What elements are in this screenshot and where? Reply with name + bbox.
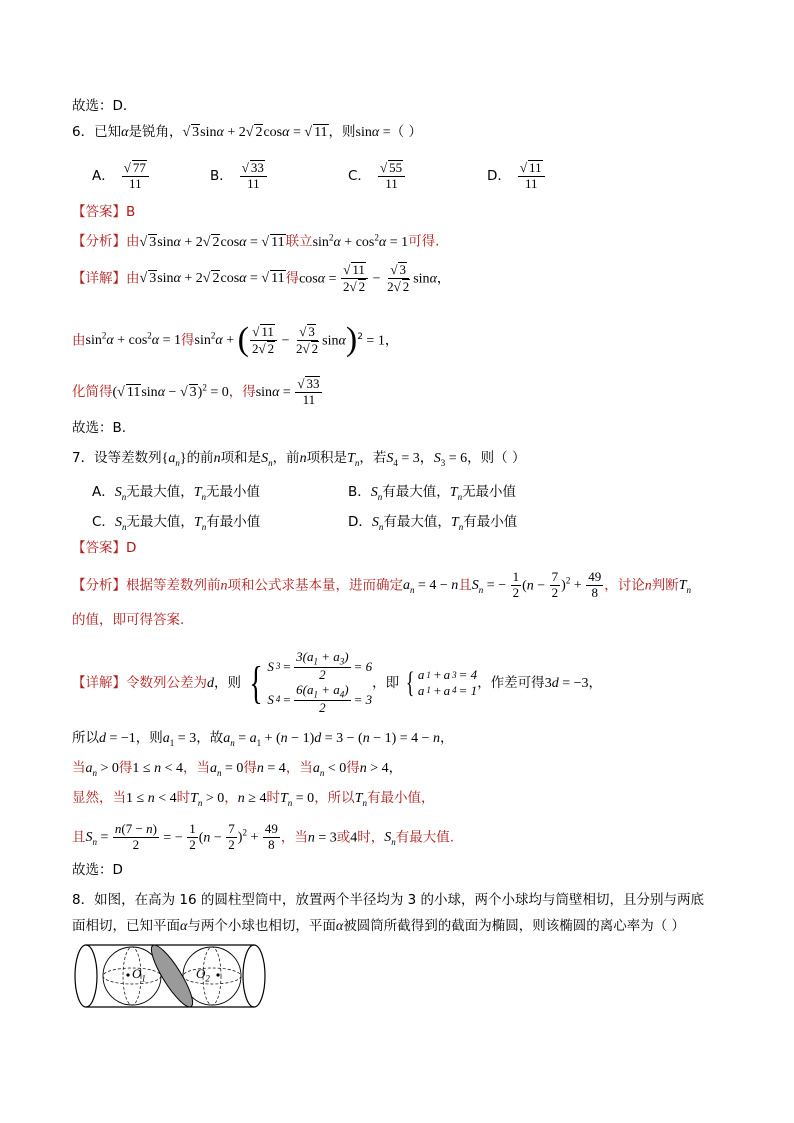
q7-conclusion: 故选：D — [72, 862, 123, 878]
q5-conclusion: 故选：D． — [72, 98, 137, 114]
q7-analysis-2: 的值，即可得答案. — [72, 612, 185, 628]
cylinder-diagram — [72, 942, 274, 1010]
q7-option-b: B．$S_n$有最大值，$T_n$无最小值 — [348, 484, 517, 502]
q7-detail-5: 且$S_n$ = $\frac{n(7 - n)}{2}$ = − $\frac{1}{2}$ (n − $\frac{7}{2}$ )$^2$ + $\frac{49}{8}$ ，当n = 3或4时，$S_n$有最大值. — [72, 821, 455, 852]
q7-analysis-1: 【分析】根据等差数列前n项和公式求基本量，进而确定$a_n = 4 - n$且$S_n$ = − $\frac{1}{2}$ (n − $\frac{7}{2}$ )$^2$ + $\frac{49}{8}$ ，讨论n判断$T_n$ — [72, 569, 692, 600]
q6-option-c: C． $\frac{√ 55}{11}$ — [348, 160, 406, 192]
cylinder-left-end — [75, 945, 97, 1007]
q6-detail-1: 【详解】由√ 3sinα + 2√ 2cosα = √ 11得cosα = $\frac{√ 11}{2√ 2}$ − $\frac{√ 3}{2√ 2}$ sinα， — [72, 262, 451, 294]
q6-detail-3: 化简得(√ 11sinα − √ 3)$^2$ = 0，得sinα = $\frac{√ 33}{11}$ — [72, 376, 323, 408]
q6-option-d: D． $\frac{√ 11}{11}$ — [487, 160, 546, 192]
q8-stem-2: 面相切，已知平面α与两个小球也相切，平面α被圆筒所截得到的截面为椭圆，则该椭圆的离心率为（ ） — [72, 918, 686, 934]
q8-stem-1: 8．如图，在高为 16 的圆柱型筒中，放置两个半径均为 3 的小球，两个小球均与筒壁相切，且分别与两底 — [72, 892, 705, 908]
elliptical-section — [145, 942, 198, 1010]
q6-detail-2: 由$\sin^2\alpha + \cos^2\alpha = 1$得$\sin^2\alpha$ + ( $\frac{√ 11}{2√ 2}$ − $\frac{√ 3}{2√ 2}$ sinα)$^2$ = 1， — [72, 321, 399, 358]
q7-answer: 【答案】D — [72, 540, 137, 556]
q7-stem: 7．设等差数列$\{a_n\}$的前n项和是$S_n$，前n项积是$T_n$，若$S_4 = 3$，$S_3 = 6$，则（ ） — [72, 450, 526, 468]
q6-conclusion: 故选：B. — [72, 420, 127, 436]
q7-detail-2: 所以d = −1，则$a_1 = 3$，故$a_n = a_1 + (n - 1)d = 3 - (n - 1) = 4 - n$， — [72, 730, 454, 748]
label-o2: $O_2$ — [196, 966, 210, 984]
cylinder-figure — [72, 942, 274, 1010]
center-o2-dot — [216, 973, 219, 976]
q6-option-a: A． $\frac{√ 77}{11}$ — [92, 160, 150, 192]
cylinder-right-end — [243, 945, 265, 1007]
q7-option-c: C．$S_n$无最大值，$T_n$有最小值 — [92, 514, 261, 532]
q7-system-1: { S 3 = $\frac{3(a_1 + a_3)}{2}$ = 6 S 4 = $\frac{6(a_1 + a_4)}{2}$ = 3 — [249, 649, 373, 715]
q7-system-2: { a 1 + a 3 = 4 a 1 + a 4 = 1 — [406, 665, 478, 699]
q7-detail-4: 显然，当1 ≤ n < 4时$T_n > 0$，n ≥ 4时$T_n = 0$，所以$T_n$有最小值， — [72, 790, 435, 808]
q6-stem: 6．已知α是锐角，√ 3sinα + 2√ 2cosα = √ 11，则sinα =（ ） — [72, 124, 422, 140]
q6-condition: √ 3sinα + 2√ 2cosα = √ 11 — [182, 125, 328, 140]
q7-option-a: A．$S_n$无最大值，$T_n$无最小值 — [92, 484, 261, 502]
q7-detail-1: 【详解】令数列公差为d，则 { S 3 = $\frac{3(a_1 + a_3)}{2}$ = 6 S 4 = $\frac{6(a_1 + a_4)}{2}$ = 3 ，即 { a 1 + a 3 = 4 a 1 + a 4 = 1 ，作差可得3d = −3， — [72, 649, 602, 715]
q6-analysis: 【分析】由√ 3sinα + 2√ 2cosα = √ 11联立$\sin^2\alpha + \cos^2\alpha = 1$可得. — [72, 232, 440, 250]
q7-detail-3: 当$a_n > 0$得1 ≤ n < 4，当$a_n = 0$得n = 4，当$a_n < 0$得n > 4， — [72, 760, 403, 778]
q7-option-d: D．$S_n$有最大值，$T_n$有最小值 — [348, 514, 518, 532]
label-o1: $O_1$ — [132, 966, 146, 984]
q6-answer: 【答案】B — [72, 204, 136, 220]
center-o1-dot — [126, 973, 129, 976]
q6-option-b: B． $\frac{√ 33}{11}$ — [210, 160, 268, 192]
